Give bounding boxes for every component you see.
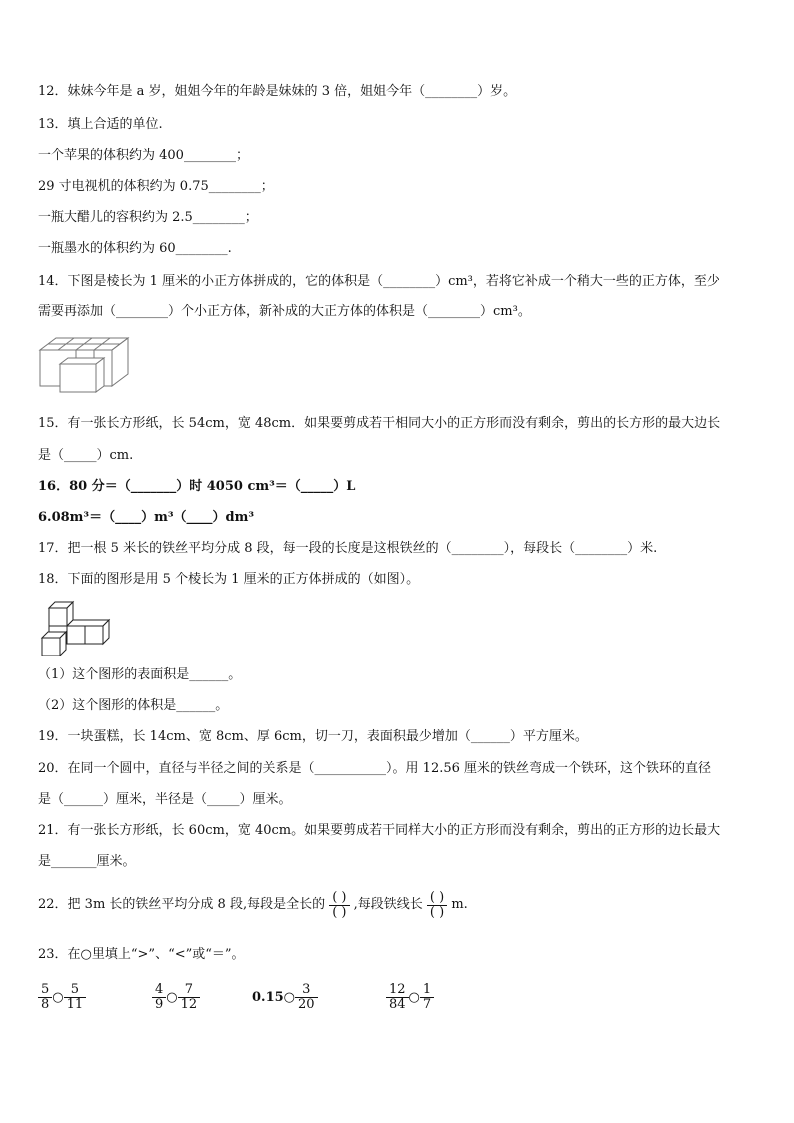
compare-circle[interactable]: ○ — [166, 990, 178, 1005]
question-17: 17．把一根 5 米长的铁丝平均分成 8 段，每一段的长度是这根铁丝的（________），每段长（________）米. — [38, 541, 658, 556]
question-13-line-4: 一瓶墨水的体积约为 60________. — [38, 241, 232, 256]
denominator: 12 — [178, 997, 201, 1012]
question-13-title: 13．填上合适的单位. — [38, 117, 163, 132]
cube-assembly-figure-18 — [40, 600, 116, 656]
question-14-line-1: 14．下图是棱长为 1 厘米的小正方体拼成的，它的体积是（________）cm³，若将它补成一个稍大一些的正方体，至少 — [38, 274, 720, 289]
question-16-line-1: 16．80 分＝（_______）时 4050 cm³＝（_____）L — [38, 479, 356, 494]
decimal-value: 0.15 — [252, 990, 284, 1005]
fraction-blank-1-numerator: ( ) — [332, 889, 347, 905]
fraction — [178, 983, 201, 1012]
numerator: 5 — [41, 982, 50, 997]
question-19: 19．一块蛋糕，长 14cm、宽 8cm、厚 6cm，切一刀，表面积最少增加（______）平方厘米。 — [38, 729, 588, 744]
comparison-2 — [152, 983, 200, 1012]
question-13-line-3: 一瓶大醋儿的容积约为 2.5________； — [38, 210, 258, 225]
question-22 — [38, 888, 468, 923]
fraction — [386, 983, 409, 1012]
denominator: 20 — [295, 997, 318, 1012]
compare-circle[interactable]: ○ — [408, 990, 420, 1005]
question-23-title: 23．在○里填上“>”、“<”或“＝”。 — [38, 947, 245, 962]
comparison-4 — [386, 983, 434, 1012]
denominator: 8 — [38, 997, 52, 1012]
question-16-line-2: 6.08m³＝（____）m³（____）dm³ — [38, 510, 255, 525]
fraction-blank-1-denominator: ( ) — [329, 905, 349, 920]
question-15-line-2: 是（_____）cm. — [38, 448, 134, 463]
numerator: 3 — [302, 982, 311, 997]
question-21-line-2: 是_______厘米。 — [38, 854, 136, 869]
denominator: 84 — [386, 997, 409, 1012]
comparison-1 — [38, 983, 86, 1012]
fraction — [420, 983, 434, 1012]
question-13-line-1: 一个苹果的体积约为 400________； — [38, 148, 249, 163]
question-22-text-mid: ,每段铁线长 — [353, 897, 423, 912]
fraction-blank-2-numerator: ( ) — [429, 889, 445, 905]
question-22-text-post: m. — [451, 897, 468, 912]
question-20-line-2: 是（______）厘米，半径是（_____）厘米。 — [38, 792, 292, 807]
fraction — [64, 983, 87, 1012]
question-21-line-1: 21．有一张长方形纸，长 60cm，宽 40cm。如果要剪成若干同样大小的正方形而没有剩余，剪出的正方形的边长最大 — [38, 823, 721, 838]
fraction-blank-2-denominator: ( ) — [427, 905, 447, 920]
question-12: 12．妹妹今年是 a 岁，姐姐今年的年龄是妹妹的 3 倍，姐姐今年（________）岁。 — [38, 84, 517, 99]
numerator: 7 — [184, 982, 194, 997]
question-15-line-1: 15．有一张长方形纸，长 54cm，宽 48cm．如果要剪成若干相同大小的正方形而没有剩余，剪出的长方形的最大边长 — [38, 416, 721, 431]
question-22-text-pre: 22．把 3m 长的铁丝平均分成 8 段,每段是全长的 — [38, 897, 326, 912]
question-14-line-2: 需要再添加（________）个小正方体，新补成的大正方体的体积是（________）cm³。 — [38, 304, 531, 319]
compare-circle[interactable]: ○ — [283, 990, 296, 1005]
denominator: 9 — [152, 997, 166, 1012]
fraction-blank-2[interactable] — [427, 891, 447, 920]
question-18-title: 18．下面的图形是用 5 个棱长为 1 厘米的正方体拼成的（如图）。 — [38, 572, 420, 587]
numerator: 5 — [70, 982, 80, 997]
denominator: 11 — [64, 997, 87, 1012]
comparison-3 — [252, 983, 318, 1012]
question-18-sub-2: （2）这个图形的体积是______。 — [38, 698, 229, 713]
fraction-blank-1[interactable] — [329, 891, 349, 920]
question-18-sub-1: （1）这个图形的表面积是______。 — [38, 667, 242, 682]
cube-assembly-figure-14 — [38, 336, 130, 394]
numerator: 4 — [155, 982, 164, 997]
fraction — [295, 983, 318, 1012]
denominator: 7 — [420, 997, 434, 1012]
compare-circle[interactable]: ○ — [52, 990, 64, 1005]
question-20-line-1: 20．在同一个圆中，直径与半径之间的关系是（___________）。用 12.56 厘米的铁丝弯成一个铁环，这个铁环的直径 — [38, 761, 712, 776]
fraction — [152, 983, 166, 1012]
question-13-line-2: 29 寸电视机的体积约为 0.75________； — [38, 179, 274, 194]
numerator: 1 — [422, 982, 432, 997]
numerator: 12 — [389, 982, 406, 997]
fraction — [38, 983, 52, 1012]
